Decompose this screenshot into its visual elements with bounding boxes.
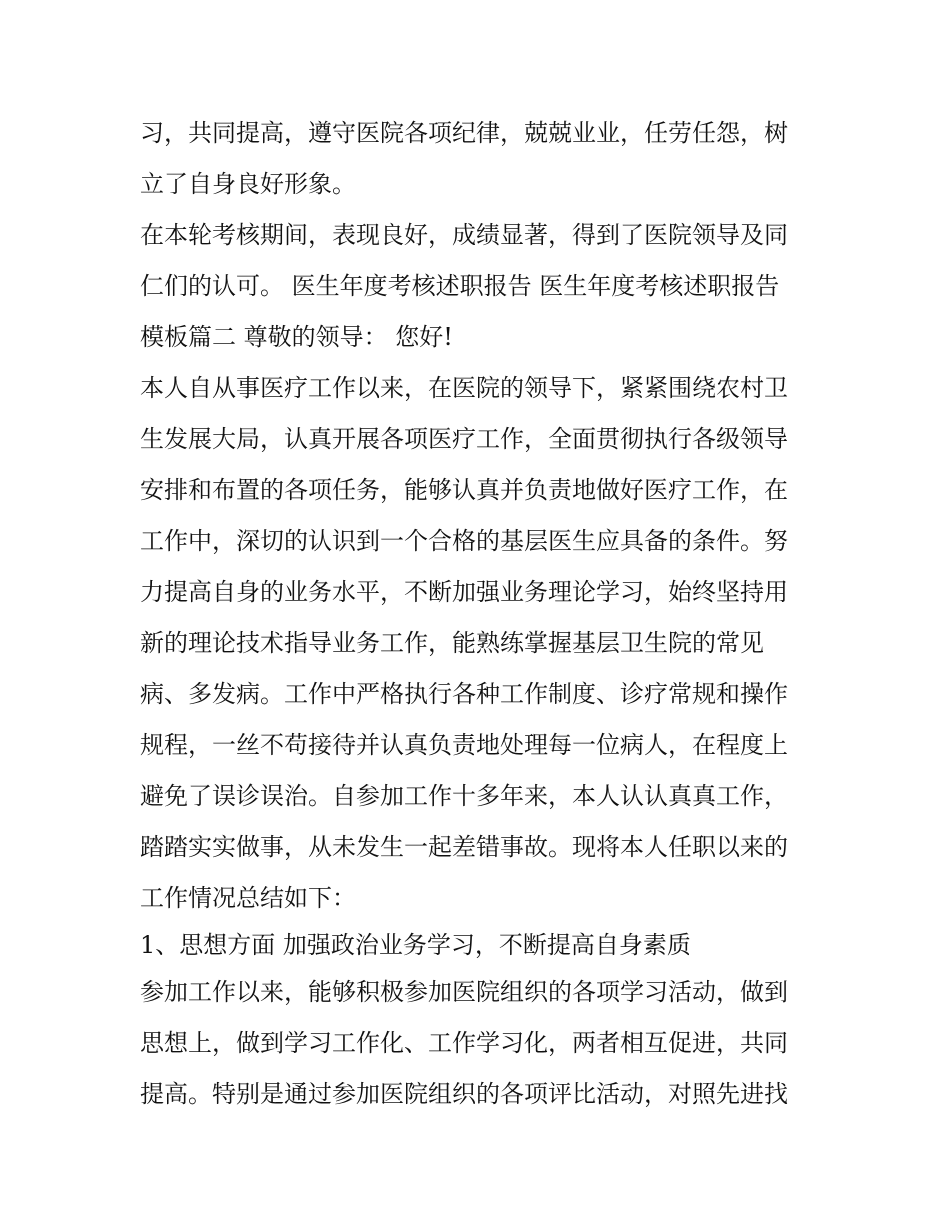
text-line: 习，共同提高，遵守医院各项纪律，兢兢业业，任劳任怨，树 <box>140 119 788 147</box>
text-line: 提高。特别是通过参加医院组织的各项评比活动，对照先进找 <box>140 1080 788 1108</box>
text-line: 工作情况总结如下： <box>140 884 356 912</box>
text-line: 安排和布置的各项任务，能够认真并负责地做好医疗工作，在 <box>140 476 788 504</box>
text-line: 踏踏实实做事，从未发生一起差错事故。现将本人任职以来的 <box>140 833 788 861</box>
section-heading: 1、思想方面 加强政治业务学习，不断提高自身素质 <box>140 931 691 959</box>
text-line: 规程，一丝不苟接待并认真负责地处理每一位病人，在程度上 <box>140 731 788 759</box>
text-line: 在本轮考核期间，表现良好，成绩显著，得到了医院领导及同 <box>140 221 788 249</box>
text-line: 生发展大局，认真开展各项医疗工作，全面贯彻执行各级领导 <box>140 425 788 453</box>
text-line: 力提高自身的业务水平，不断加强业务理论学习，始终坚持用 <box>140 578 788 606</box>
text-line: 思想上，做到学习工作化、工作学习化，两者相互促进，共同 <box>140 1029 788 1057</box>
text-line: 立了自身良好形象。 <box>140 170 356 198</box>
text-line: 仁们的认可。 医生年度考核述职报告 医生年度考核述职报告 <box>140 272 780 300</box>
text-line: 工作中，深切的认识到一个合格的基层医生应具备的条件。努 <box>140 527 788 555</box>
text-line: 本人自从事医疗工作以来，在医院的领导下，紧紧围绕农村卫 <box>140 374 788 402</box>
text-line: 模板篇二 尊敬的领导： 您好! <box>140 323 453 351</box>
text-line: 参加工作以来，能够积极参加医院组织的各项学习活动，做到 <box>140 978 788 1006</box>
text-line: 病、多发病。工作中严格执行各种工作制度、诊疗常规和操作 <box>140 680 788 708</box>
text-line: 新的理论技术指导业务工作，能熟练掌握基层卫生院的常见 <box>140 629 764 657</box>
text-line: 避免了误诊误治。自参加工作十多年来，本人认认真真工作， <box>140 782 788 810</box>
document-body <box>140 108 820 1120</box>
